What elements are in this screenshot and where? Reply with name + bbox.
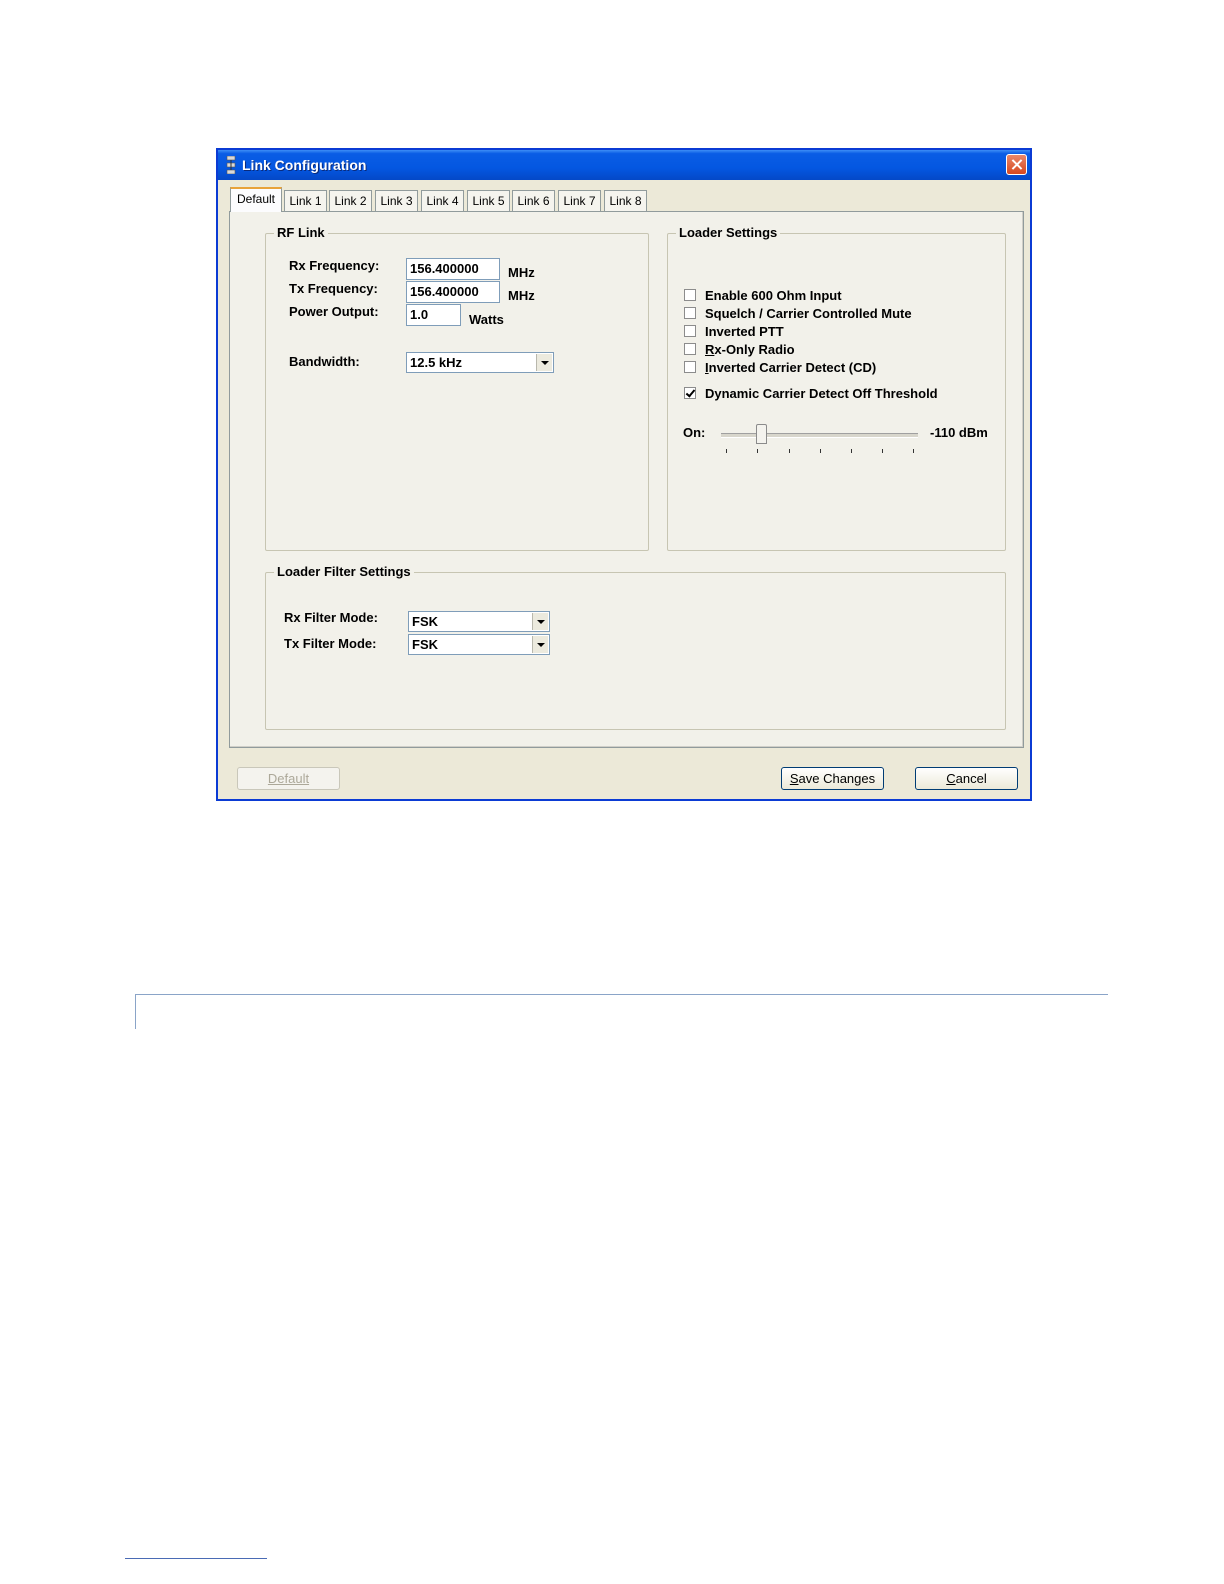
tab-link-8[interactable]: Link 8 bbox=[604, 190, 647, 211]
chevron-down-icon[interactable] bbox=[532, 636, 548, 653]
slider-thumb[interactable] bbox=[756, 424, 767, 444]
chevron-down-icon[interactable] bbox=[536, 354, 552, 371]
rx-frequency-input[interactable]: 156.400000 bbox=[406, 258, 500, 280]
rx-frequency-unit: MHz bbox=[508, 265, 535, 280]
inverted-ptt-label[interactable]: Inverted PTT bbox=[705, 324, 784, 339]
app-icon bbox=[224, 156, 238, 174]
slider-tick bbox=[820, 449, 821, 453]
link-configuration-window bbox=[216, 148, 1032, 801]
power-output-unit: Watts bbox=[469, 312, 504, 327]
tab-link-7[interactable]: Link 7 bbox=[558, 190, 601, 211]
slider-tick bbox=[851, 449, 852, 453]
rf-link-title: RF Link bbox=[274, 225, 328, 240]
tab-default[interactable]: Default bbox=[230, 187, 282, 212]
tx-filter-mode-label: Tx Filter Mode: bbox=[284, 636, 377, 651]
loader-settings-group bbox=[667, 225, 1006, 551]
slider-tick bbox=[789, 449, 790, 453]
slider-tick bbox=[757, 449, 758, 453]
cancel-button[interactable] bbox=[915, 767, 1018, 790]
loader-settings-title: Loader Settings bbox=[676, 225, 780, 240]
inverted-cd-checkbox[interactable] bbox=[684, 361, 696, 373]
slider-on-label: On: bbox=[683, 425, 706, 440]
loader-filter-settings-group bbox=[265, 564, 1006, 730]
save-changes-button[interactable] bbox=[781, 767, 884, 790]
tab-link-2[interactable]: Link 2 bbox=[329, 190, 372, 211]
slider-tick bbox=[882, 449, 883, 453]
bandwidth-value: 12.5 kHz bbox=[410, 355, 463, 370]
rx-only-radio-checkbox[interactable] bbox=[684, 343, 696, 355]
default-button-label: Default bbox=[267, 771, 310, 786]
power-output-label: Power Output: bbox=[289, 304, 379, 319]
page-divider-line bbox=[135, 994, 1108, 995]
rx-filter-mode-label: Rx Filter Mode: bbox=[284, 610, 378, 625]
enable-600-ohm-label[interactable]: Enable 600 Ohm Input bbox=[705, 288, 842, 303]
enable-600-ohm-checkbox[interactable] bbox=[684, 289, 696, 301]
inverted-cd-label[interactable] bbox=[705, 360, 876, 375]
chevron-down-icon[interactable] bbox=[532, 613, 548, 630]
squelch-mute-label[interactable]: Squelch / Carrier Controlled Mute bbox=[705, 306, 912, 321]
dynamic-cd-label[interactable]: Dynamic Carrier Detect Off Threshold bbox=[705, 386, 938, 401]
power-output-input[interactable]: 1.0 bbox=[406, 304, 461, 326]
bandwidth-label: Bandwidth: bbox=[289, 354, 360, 369]
inverted-ptt-checkbox[interactable] bbox=[684, 325, 696, 337]
rx-only-radio-mnemonic: R bbox=[705, 342, 715, 357]
cancel-text: ancel bbox=[955, 771, 987, 786]
default-button[interactable] bbox=[237, 767, 340, 790]
inverted-cd-text: nverted Carrier Detect (CD) bbox=[708, 360, 877, 375]
tx-frequency-label: Tx Frequency: bbox=[289, 281, 378, 296]
page-divider-tick bbox=[135, 994, 136, 1029]
loader-filter-settings-title: Loader Filter Settings bbox=[274, 564, 414, 579]
rx-filter-mode-select[interactable] bbox=[408, 611, 550, 632]
slider-value-text: -110 dBm bbox=[930, 425, 988, 440]
threshold-slider[interactable] bbox=[721, 424, 918, 454]
slider-tick bbox=[726, 449, 727, 453]
bandwidth-select[interactable] bbox=[406, 352, 554, 373]
save-text: ave Changes bbox=[798, 771, 876, 786]
window-title: Link Configuration bbox=[242, 157, 367, 173]
rx-frequency-label: Rx Frequency: bbox=[289, 258, 380, 273]
tab-link-5[interactable]: Link 5 bbox=[467, 190, 510, 211]
save-mnemonic: S bbox=[789, 771, 799, 786]
slider-track bbox=[721, 433, 918, 438]
slider-tick bbox=[913, 449, 914, 453]
tab-panel-default bbox=[229, 211, 1024, 748]
rf-link-group bbox=[265, 225, 649, 551]
dynamic-cd-checkbox[interactable] bbox=[684, 387, 696, 399]
tab-link-4[interactable]: Link 4 bbox=[421, 190, 464, 211]
title-bar[interactable] bbox=[218, 150, 1030, 180]
close-button[interactable] bbox=[1006, 154, 1027, 175]
tab-link-6[interactable]: Link 6 bbox=[512, 190, 555, 211]
cancel-mnemonic: C bbox=[946, 771, 956, 786]
squelch-mute-checkbox[interactable] bbox=[684, 307, 696, 319]
rx-only-radio-text: x-Only Radio bbox=[714, 342, 795, 357]
tx-filter-mode-value: FSK bbox=[412, 637, 438, 652]
tx-filter-mode-select[interactable] bbox=[408, 634, 550, 655]
tx-frequency-input[interactable]: 156.400000 bbox=[406, 281, 500, 303]
inverted-cd-mnemonic: I bbox=[705, 360, 709, 375]
rx-only-radio-label[interactable] bbox=[705, 342, 795, 357]
tab-link-3[interactable]: Link 3 bbox=[375, 190, 418, 211]
rx-filter-mode-value: FSK bbox=[412, 614, 438, 629]
footnote-separator bbox=[125, 1558, 267, 1559]
tab-link-1[interactable]: Link 1 bbox=[284, 190, 327, 211]
tx-frequency-unit: MHz bbox=[508, 288, 535, 303]
